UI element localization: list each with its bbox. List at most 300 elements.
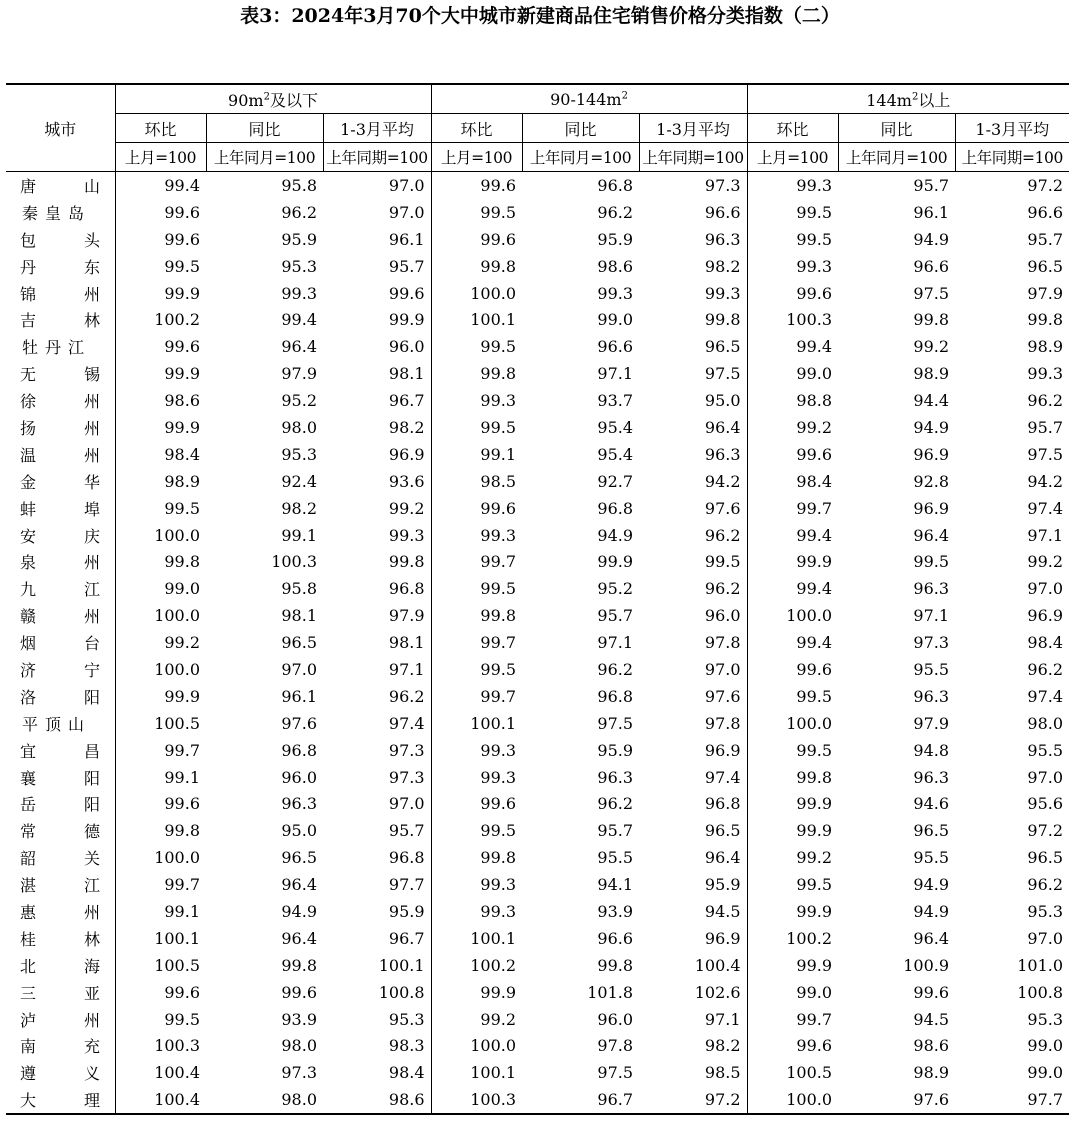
value-cell: 96.2 <box>704 525 741 545</box>
city-char: 桂 <box>20 929 37 949</box>
city-name <box>20 927 100 950</box>
table-row <box>6 548 1069 575</box>
value-cell: 102.6 <box>694 982 741 1002</box>
value-cell: 100.8 <box>378 982 425 1002</box>
city-char: 襄 <box>20 768 37 788</box>
value-cell: 98.1 <box>388 633 425 653</box>
city-name <box>20 954 100 977</box>
value-cell: 96.3 <box>913 767 950 787</box>
city-char: 华 <box>83 472 100 492</box>
value-cell: 97.5 <box>913 283 950 303</box>
value-cell: 99.2 <box>747 414 838 441</box>
city-char: 州 <box>83 553 100 573</box>
city-name-cell <box>6 1086 115 1114</box>
value-cell: 96.9 <box>704 740 741 760</box>
value-cell: 100.0 <box>747 710 838 737</box>
city-char: 宜 <box>20 741 37 761</box>
city-char: 州 <box>83 392 100 412</box>
value-cell: 99.7 <box>115 737 206 764</box>
value-cell: 98.0 <box>1027 713 1064 733</box>
city-char: 丹 <box>20 257 37 277</box>
value-cell: 99.9 <box>597 552 634 572</box>
city-name <box>20 228 100 251</box>
table-row <box>6 441 1069 468</box>
city-name-cell <box>6 306 115 333</box>
city-char: 山 <box>83 176 100 196</box>
city-name-cell <box>6 575 115 602</box>
value-cell: 93.9 <box>597 901 634 921</box>
value-cell: 93.9 <box>281 1009 317 1029</box>
value-cell: 97.3 <box>913 633 950 653</box>
value-cell: 99.8 <box>431 360 522 387</box>
city-name-cell <box>6 710 115 737</box>
value-cell: 99.9 <box>115 414 206 441</box>
value-cell: 97.5 <box>597 1063 634 1083</box>
price-index-table-container <box>6 83 1069 1115</box>
value-cell: 95.7 <box>1027 229 1064 249</box>
value-cell: 99.6 <box>115 333 206 360</box>
table-row <box>6 898 1069 925</box>
value-cell: 100.2 <box>431 952 522 979</box>
table-row <box>6 172 1069 199</box>
value-cell: 95.9 <box>388 901 425 921</box>
table-row <box>6 333 1069 360</box>
unit-same-month-last-year: 上年同月=100 <box>206 143 323 172</box>
city-char: 扬 <box>20 418 37 438</box>
value-cell: 95.9 <box>704 875 741 895</box>
city-char: 遵 <box>20 1064 37 1084</box>
value-cell: 99.8 <box>431 253 522 280</box>
value-cell: 96.8 <box>597 498 634 518</box>
city-name <box>20 766 100 789</box>
value-cell: 99.7 <box>747 1006 838 1033</box>
value-cell: 99.6 <box>115 199 206 226</box>
subcol-avg: 1-3月平均 <box>639 114 747 143</box>
value-cell: 99.3 <box>597 283 634 303</box>
city-name-cell <box>6 172 115 199</box>
value-cell: 100.1 <box>378 955 425 975</box>
value-cell: 95.5 <box>1027 740 1064 760</box>
value-cell: 99.9 <box>747 898 838 925</box>
value-cell: 99.3 <box>281 283 317 303</box>
value-cell: 97.7 <box>1027 1090 1064 1110</box>
city-column-header: 城市 <box>6 84 115 172</box>
table-row <box>6 656 1069 683</box>
value-cell: 99.3 <box>1027 364 1064 384</box>
city-name-cell <box>6 548 115 575</box>
city-char: 州 <box>83 418 100 438</box>
value-cell: 100.3 <box>115 1033 206 1060</box>
group-header-90-below <box>115 84 431 114</box>
city-char: 阳 <box>83 687 100 707</box>
value-cell: 99.5 <box>115 253 206 280</box>
city-char: 北 <box>20 956 37 976</box>
value-cell: 97.0 <box>704 659 741 679</box>
value-cell: 99.8 <box>597 955 634 975</box>
city-name <box>20 1008 100 1031</box>
table-row <box>6 1086 1069 1114</box>
city-name <box>20 873 100 896</box>
city-name <box>20 981 100 1004</box>
value-cell: 96.1 <box>913 202 950 222</box>
price-index-table <box>6 83 1069 1115</box>
value-cell: 100.5 <box>115 710 206 737</box>
value-cell: 99.2 <box>913 337 950 357</box>
value-cell: 98.6 <box>597 256 634 276</box>
value-cell: 98.6 <box>913 1036 950 1056</box>
value-cell: 99.4 <box>747 522 838 549</box>
table-row <box>6 1033 1069 1060</box>
value-cell: 96.0 <box>597 1009 634 1029</box>
value-cell: 97.8 <box>704 633 741 653</box>
city-char: 义 <box>83 1064 100 1084</box>
city-name-cell <box>6 790 115 817</box>
superscript: 2 <box>911 91 919 103</box>
city-char: 东 <box>83 257 100 277</box>
city-char: 常 <box>20 822 37 842</box>
city-name <box>20 443 100 466</box>
city-char: 州 <box>83 607 100 627</box>
value-cell: 99.8 <box>115 817 206 844</box>
value-cell: 97.9 <box>1027 283 1064 303</box>
value-cell: 99.3 <box>431 871 522 898</box>
value-cell: 97.8 <box>597 1036 634 1056</box>
city-char: 宁 <box>83 660 100 680</box>
city-char: 关 <box>83 849 100 869</box>
table-row <box>6 387 1069 414</box>
value-cell: 95.7 <box>597 606 634 626</box>
value-cell: 97.4 <box>1027 498 1064 518</box>
city-char: 德 <box>83 822 100 842</box>
city-char: 埠 <box>83 499 100 519</box>
city-char: 亚 <box>83 983 100 1003</box>
city-char: 济 <box>20 660 37 680</box>
value-cell: 94.9 <box>913 875 950 895</box>
value-cell: 99.0 <box>747 979 838 1006</box>
city-name-cell <box>6 360 115 387</box>
value-cell: 97.6 <box>281 713 317 733</box>
city-name-cell <box>6 898 115 925</box>
value-cell: 99.0 <box>597 310 634 330</box>
subcol-mom: 环比 <box>431 114 522 143</box>
city-char: 牡 <box>22 338 39 358</box>
value-cell: 98.0 <box>281 1090 317 1110</box>
value-cell: 95.7 <box>388 256 425 276</box>
table-row <box>6 253 1069 280</box>
city-name <box>20 712 84 735</box>
value-cell: 99.6 <box>115 790 206 817</box>
city-name <box>20 604 100 627</box>
city-name <box>20 201 84 224</box>
value-cell: 97.2 <box>1027 821 1064 841</box>
value-cell: 99.2 <box>115 629 206 656</box>
value-cell: 99.6 <box>747 656 838 683</box>
value-cell: 96.2 <box>704 579 741 599</box>
city-char: 徐 <box>20 392 37 412</box>
value-cell: 97.6 <box>704 498 741 518</box>
city-name <box>20 1088 100 1111</box>
value-cell: 100.4 <box>115 1059 206 1086</box>
city-name <box>20 792 100 815</box>
value-cell: 99.6 <box>281 982 317 1002</box>
city-name-cell <box>6 629 115 656</box>
value-cell: 99.9 <box>115 683 206 710</box>
value-cell: 95.7 <box>597 821 634 841</box>
value-cell: 99.0 <box>1027 1036 1064 1056</box>
value-cell: 94.9 <box>913 417 950 437</box>
value-cell: 93.7 <box>597 391 634 411</box>
value-cell: 98.0 <box>281 1036 317 1056</box>
city-name <box>20 497 100 520</box>
table-row <box>6 871 1069 898</box>
value-cell: 95.4 <box>597 417 634 437</box>
value-cell: 100.0 <box>115 844 206 871</box>
city-name-cell <box>6 1059 115 1086</box>
value-cell: 94.1 <box>597 875 634 895</box>
value-cell: 95.7 <box>1027 417 1064 437</box>
value-cell: 100.2 <box>115 306 206 333</box>
value-cell: 99.9 <box>747 952 838 979</box>
value-cell: 98.4 <box>1027 633 1064 653</box>
unit-same-period-last-year: 上年同期=100 <box>639 143 747 172</box>
table-row <box>6 925 1069 952</box>
city-name <box>20 389 100 412</box>
value-cell: 95.4 <box>597 444 634 464</box>
value-cell: 99.3 <box>431 737 522 764</box>
value-cell: 99.2 <box>388 498 425 518</box>
value-cell: 99.5 <box>913 552 950 572</box>
value-cell: 94.4 <box>913 391 950 411</box>
value-cell: 99.5 <box>431 656 522 683</box>
subcol-avg: 1-3月平均 <box>955 114 1069 143</box>
value-cell: 93.6 <box>388 471 425 491</box>
city-name-cell <box>6 253 115 280</box>
value-cell: 99.0 <box>747 360 838 387</box>
city-char: 州 <box>83 445 100 465</box>
city-char: 锡 <box>83 365 100 385</box>
value-cell: 99.7 <box>747 495 838 522</box>
value-cell: 99.5 <box>747 871 838 898</box>
value-cell: 98.1 <box>388 364 425 384</box>
value-cell: 96.7 <box>388 928 425 948</box>
superscript: 2 <box>263 91 270 103</box>
value-cell: 100.4 <box>115 1086 206 1114</box>
value-cell: 94.6 <box>913 794 950 814</box>
city-name-cell <box>6 387 115 414</box>
value-cell: 96.0 <box>281 767 317 787</box>
value-cell: 99.1 <box>115 898 206 925</box>
value-cell: 97.1 <box>597 364 634 384</box>
value-cell: 99.8 <box>115 548 206 575</box>
value-cell: 97.9 <box>388 606 425 626</box>
value-cell: 95.9 <box>597 229 634 249</box>
group-label-suffix: 以上 <box>918 90 951 110</box>
value-cell: 95.7 <box>913 175 950 195</box>
value-cell: 97.3 <box>388 740 425 760</box>
value-cell: 95.8 <box>281 175 317 195</box>
value-cell: 99.6 <box>388 283 425 303</box>
table-row <box>6 414 1069 441</box>
value-cell: 99.1 <box>115 764 206 791</box>
subcol-mom: 环比 <box>747 114 838 143</box>
value-cell: 98.2 <box>388 417 425 437</box>
city-name-cell <box>6 441 115 468</box>
value-cell: 98.9 <box>913 364 950 384</box>
value-cell: 99.9 <box>747 817 838 844</box>
value-cell: 100.3 <box>271 552 317 572</box>
value-cell: 97.0 <box>281 659 317 679</box>
value-cell: 94.9 <box>281 901 317 921</box>
value-cell: 97.0 <box>388 202 425 222</box>
value-cell: 99.9 <box>115 360 206 387</box>
value-cell: 99.6 <box>747 1033 838 1060</box>
city-char: 台 <box>83 634 100 654</box>
value-cell: 98.2 <box>704 1036 741 1056</box>
city-char: 阳 <box>83 768 100 788</box>
value-cell: 96.8 <box>388 848 425 868</box>
superscript: 2 <box>621 90 628 102</box>
value-cell: 99.5 <box>704 552 741 572</box>
table-row <box>6 764 1069 791</box>
value-cell: 97.1 <box>1027 525 1064 545</box>
value-cell: 96.1 <box>281 686 317 706</box>
table-row <box>6 522 1069 549</box>
value-cell: 99.7 <box>431 629 522 656</box>
value-cell: 95.5 <box>913 659 950 679</box>
value-cell: 100.0 <box>747 602 838 629</box>
city-name <box>20 282 100 305</box>
value-cell: 96.3 <box>704 229 741 249</box>
value-cell: 99.2 <box>747 844 838 871</box>
value-cell: 98.6 <box>115 387 206 414</box>
value-cell: 95.2 <box>597 579 634 599</box>
value-cell: 96.5 <box>1027 256 1064 276</box>
value-cell: 100.5 <box>747 1059 838 1086</box>
value-cell: 99.4 <box>747 629 838 656</box>
city-char: 金 <box>20 472 37 492</box>
city-name-cell <box>6 495 115 522</box>
value-cell: 95.3 <box>1027 901 1064 921</box>
city-name <box>20 577 100 600</box>
value-cell: 96.6 <box>704 202 741 222</box>
city-name <box>20 819 100 842</box>
value-cell: 99.5 <box>431 414 522 441</box>
table-row <box>6 952 1069 979</box>
value-cell: 99.6 <box>115 979 206 1006</box>
city-char: 温 <box>20 445 37 465</box>
value-cell: 99.6 <box>747 441 838 468</box>
value-cell: 100.0 <box>431 280 522 307</box>
city-char: 山 <box>67 714 84 734</box>
city-char: 三 <box>20 983 37 1003</box>
city-char: 理 <box>83 1091 100 1111</box>
table-row <box>6 844 1069 871</box>
value-cell: 99.5 <box>115 1006 206 1033</box>
value-cell: 98.4 <box>388 1063 425 1083</box>
value-cell: 97.3 <box>281 1063 317 1083</box>
value-cell: 100.5 <box>115 952 206 979</box>
city-name-cell <box>6 764 115 791</box>
value-cell: 97.7 <box>388 875 425 895</box>
table-row <box>6 280 1069 307</box>
value-cell: 100.1 <box>431 925 522 952</box>
unit-same-month-last-year: 上年同月=100 <box>522 143 639 172</box>
subcol-mom: 环比 <box>115 114 206 143</box>
table-row <box>6 629 1069 656</box>
city-char: 阳 <box>83 795 100 815</box>
value-cell: 100.2 <box>747 925 838 952</box>
unit-last-month: 上月=100 <box>747 143 838 172</box>
city-name <box>20 658 100 681</box>
value-cell: 99.1 <box>281 525 317 545</box>
value-cell: 100.0 <box>115 602 206 629</box>
value-cell: 95.3 <box>1027 1009 1064 1029</box>
value-cell: 96.2 <box>388 686 425 706</box>
city-char: 岛 <box>67 203 84 223</box>
value-cell: 95.3 <box>388 1009 425 1029</box>
value-cell: 97.4 <box>388 713 425 733</box>
value-cell: 99.9 <box>747 548 838 575</box>
value-cell: 98.9 <box>115 468 206 495</box>
city-name-cell <box>6 844 115 871</box>
value-cell: 96.3 <box>597 767 634 787</box>
city-char: 林 <box>83 311 100 331</box>
value-cell: 99.8 <box>431 844 522 871</box>
group-header-90-144 <box>431 84 747 114</box>
value-cell: 99.4 <box>747 575 838 602</box>
value-cell: 96.8 <box>597 686 634 706</box>
value-cell: 99.3 <box>431 898 522 925</box>
value-cell: 99.6 <box>431 495 522 522</box>
value-cell: 96.9 <box>913 498 950 518</box>
value-cell: 95.3 <box>281 444 317 464</box>
unit-last-month: 上月=100 <box>431 143 522 172</box>
value-cell: 99.9 <box>115 280 206 307</box>
value-cell: 96.4 <box>913 525 950 545</box>
value-cell: 97.0 <box>1027 579 1064 599</box>
city-name <box>20 335 84 358</box>
value-cell: 96.5 <box>704 821 741 841</box>
value-cell: 96.5 <box>281 633 317 653</box>
value-cell: 99.4 <box>747 333 838 360</box>
value-cell: 96.8 <box>388 579 425 599</box>
value-cell: 98.6 <box>388 1090 425 1110</box>
value-cell: 98.4 <box>115 441 206 468</box>
city-name-cell <box>6 656 115 683</box>
value-cell: 97.2 <box>1027 175 1064 195</box>
value-cell: 96.3 <box>913 686 950 706</box>
value-cell: 97.1 <box>597 633 634 653</box>
value-cell: 99.8 <box>1027 310 1064 330</box>
city-name-cell <box>6 925 115 952</box>
city-name <box>20 255 100 278</box>
value-cell: 98.1 <box>281 606 317 626</box>
value-cell: 99.6 <box>431 226 522 253</box>
value-cell: 99.3 <box>747 253 838 280</box>
value-cell: 96.2 <box>1027 659 1064 679</box>
table-row <box>6 199 1069 226</box>
city-char: 顶 <box>44 714 61 734</box>
city-name-cell <box>6 817 115 844</box>
value-cell: 92.7 <box>597 471 634 491</box>
city-char: 湛 <box>20 876 37 896</box>
value-cell: 98.8 <box>747 387 838 414</box>
value-cell: 99.7 <box>431 683 522 710</box>
city-char: 秦 <box>22 203 39 223</box>
value-cell: 99.6 <box>431 172 522 199</box>
value-cell: 99.8 <box>431 602 522 629</box>
value-cell: 92.8 <box>913 471 950 491</box>
